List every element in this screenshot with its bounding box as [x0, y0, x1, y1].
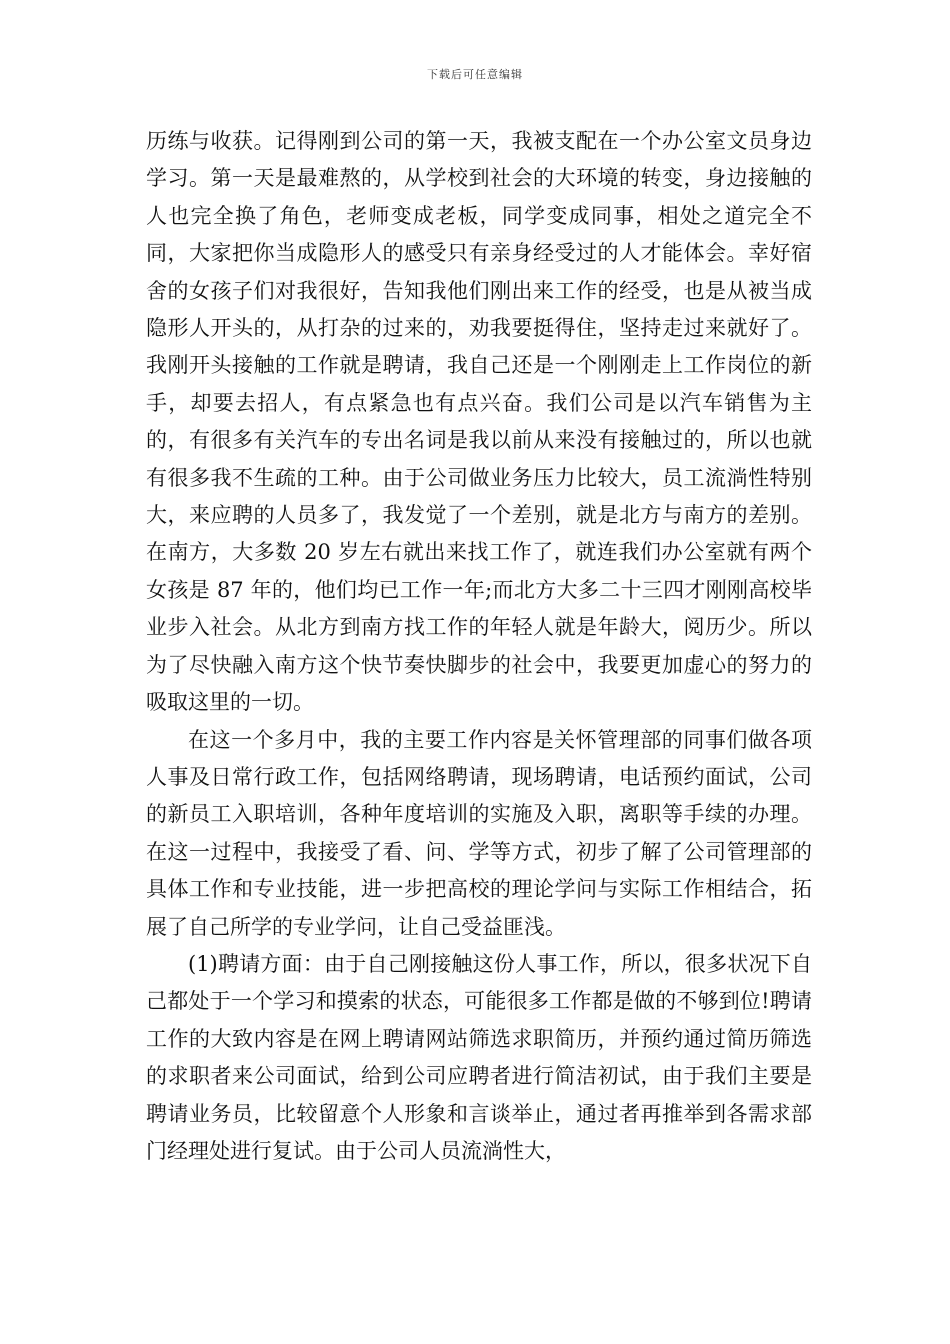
paragraph-2: 在这一个多月中，我的主要工作内容是关怀管理部的同事们做各项人事及日常行政工作，包括网络聘请，现场聘请，电话预约面试，公司的新员工入职培训，各种年度培训的实施及入职，离职等手续的办理。在这一过程中，我接受了看、问、学等方式，初步了解了公司管理部的具体工作和专业技能，进一步把高校的理论学问与实际工作相结合，拓展了自己所学的专业学问，让自己受益匪浅。 [146, 727, 812, 939]
page-header: 下载后可任意编辑 [427, 68, 523, 81]
paragraph-3: (1)聘请方面：由于自己刚接触这份人事工作，所以，很多状况下自己都处于一个学习和摸索的状态，可能很多工作都是做的不够到位!聘请工作的大致内容是在网上聘请网站筛选求职简历，并预约通过简历筛选的求职者来公司面试，给到公司应聘者进行简洁初试，由于我们主要是聘请业务员，比较留意个人形象和言谈举止，通过者再推举到各需求部门经理处进行复试。由于公司人员流淌性大， [146, 951, 812, 1163]
paragraph-1: 历练与收获。记得刚到公司的第一天，我被支配在一个办公室文员身边学习。第一天是最难熬的，从学校到社会的大环境的转变，身边接触的人也完全换了角色，老师变成老板，同学变成同事，相处之道完全不同，大家把你当成隐形人的感受只有亲身经受过的人才能体会。幸好宿舍的女孩子们对我很好，告知我他们刚出来工作的经受，也是从被当成隐形人开头的，从打杂的过来的，劝我要挺得住，坚持走过来就好了。我刚开头接触的工作就是聘请，我自己还是一个刚刚走上工作岗位的新手，却要去招人，有点紧急也有点兴奋。我们公司是以汽车销售为主的，有很多有关汽车的专出名词是我以前从来没有接触过的，所以也就有很多我不生疏的工种。由于公司做业务压力比较大，员工流淌性特别大，来应聘的人员多了，我发觉了一个差别，就是北方与南方的差别。在南方，大多数 20 岁左右就出来找工作了，就连我们办公室就有两个女孩是 87 年的，他们均已工作一年;而北方大多二十三四才刚刚高校毕业步入社会。从北方到南方找工作的年轻人就是年龄大，阅历少。所以为了尽快融入南方这个快节奏快脚步的社会中，我要更加虚心的努力的吸取这里的一切。 [146, 129, 812, 715]
document-body [146, 123, 812, 1170]
